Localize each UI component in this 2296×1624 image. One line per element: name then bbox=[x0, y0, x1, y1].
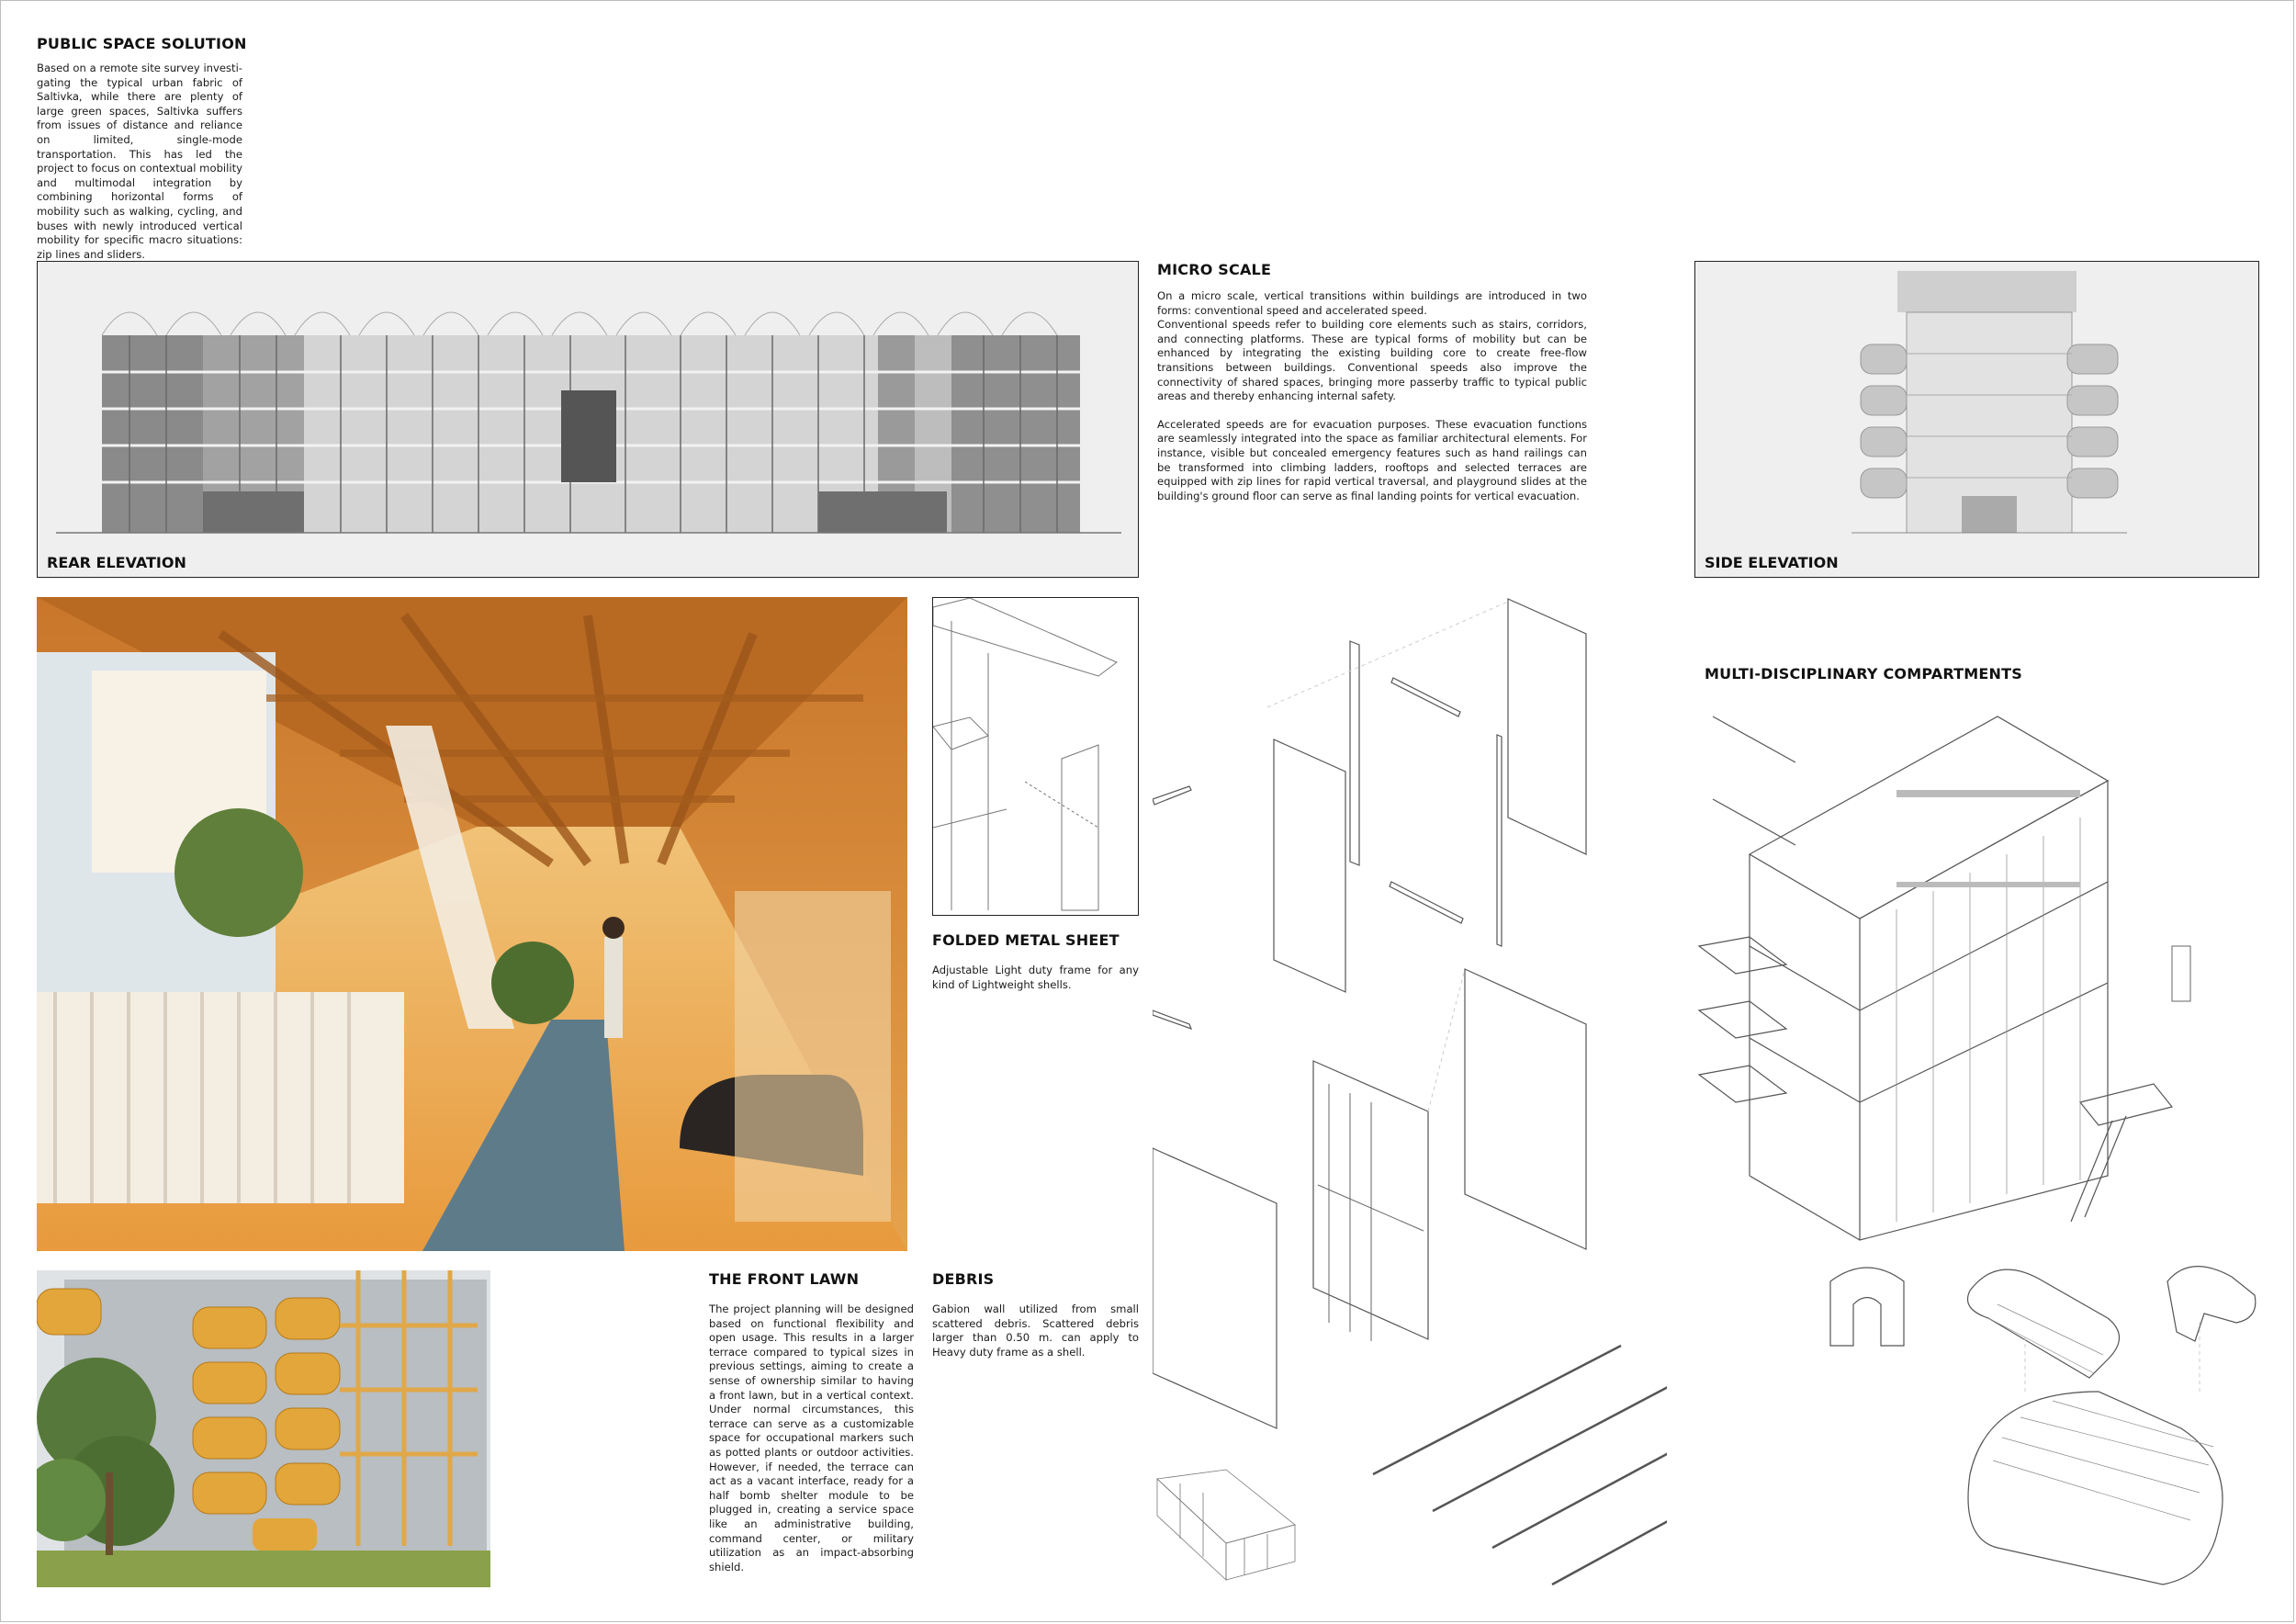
side-elevation-panel bbox=[1694, 261, 2259, 578]
debris-text: Gabion wall utilized from small scattered debris. Scattered debris larger than 0.50 m. can apply to Heavy duty frame as a shell. bbox=[932, 1303, 1139, 1359]
folded-metal-detail-box bbox=[932, 597, 1139, 916]
shell-modules-drawing bbox=[1823, 1263, 2264, 1594]
micro-scale-title: MICRO SCALE bbox=[1157, 261, 1272, 278]
folded-metal-section bbox=[932, 931, 1139, 992]
micro-scale-text bbox=[1157, 289, 1587, 503]
multi-disciplinary-title: MULTI-DISCIPLINARY COMPARTMENTS bbox=[1705, 665, 2022, 682]
folded-metal-title: FOLDED METAL SHEET bbox=[932, 931, 1120, 949]
side-elevation-label: SIDE ELEVATION bbox=[1705, 554, 1839, 571]
front-lawn-section bbox=[709, 1270, 914, 1574]
exterior-render-image bbox=[37, 1270, 490, 1587]
rear-elevation-panel bbox=[37, 261, 1139, 578]
front-lawn-title: THE FRONT LAWN bbox=[709, 1270, 860, 1288]
terrace-render-image bbox=[37, 597, 907, 1251]
compartments-axonometric-drawing bbox=[1694, 698, 2259, 1249]
debris-title: DEBRIS bbox=[932, 1270, 995, 1288]
public-space-text: Based on a remote site survey investi-gating the typical urban fabric of Saltivka, while there are plenty of large green spaces, Saltivka suffers from issues of distance and reliance on limited, single-mode transportation. This has led the project to focus on contextual mobility and multimodal integration by combining horizontal forms of mobility such as walking, cycling, and buses with newly introduced vertical mobility for specific macro situations: zip lines and sliders. bbox=[37, 62, 242, 261]
folded-metal-drawing bbox=[933, 598, 1137, 914]
debris-section bbox=[932, 1270, 1139, 1359]
public-space-title: PUBLIC SPACE SOLUTION bbox=[37, 35, 247, 52]
side-elevation-drawing bbox=[1695, 262, 2257, 576]
micro-scale-p2: Conventional speeds refer to building core elements such as stairs, corridors, and connecting platforms. These are typical forms of mobility but can be enhanced by integrating the existing building core to create free-flow transitions between buildings. Conventional speeds also improve the connectivity of shared spaces, bringing more passerby traffic to typical public areas and thereby enhancing internal safety. bbox=[1157, 318, 1587, 403]
folded-metal-text: Adjustable Light duty frame for any kind of Lightweight shells. bbox=[932, 964, 1139, 991]
exploded-axonometric-drawing bbox=[1153, 597, 1667, 1589]
front-lawn-text: The project planning will be designed based on functional flexibility and open usage. This results in a larger terrace compared to typical sizes in previous settings, aiming to create a sense of ownership similar to having a front lawn, but in a vertical context. Under normal circumstances, this terrace can serve as a customizable space for occupational markers such as potted plants or outdoor activities. However, if needed, the terrace can act as a vacant interface, ready for a half bomb shelter module to be plugged in, creating a service space like an administrative building, command center, or military utilization as an impact-absorbing shield. bbox=[709, 1303, 914, 1573]
micro-scale-p3: Accelerated speeds are for evacuation purposes. These evacuation functions are seamlessly integrated into the space as familiar architectural elements. For instance, visible but concealed emergency features such as hand railings can be transformed into climbing ladders, rooftops and selected terraces are equipped with zip lines for rapid vertical traversal, and playground slides at the building's ground floor can serve as final landing points for vertical evacuation. bbox=[1157, 417, 1587, 502]
rear-elevation-drawing bbox=[38, 262, 1137, 576]
micro-scale-section bbox=[1157, 261, 1587, 503]
rear-elevation-label: REAR ELEVATION bbox=[47, 554, 186, 571]
public-space-section bbox=[37, 35, 247, 262]
multi-disciplinary-section bbox=[1705, 665, 2022, 682]
micro-scale-p1: On a micro scale, vertical transitions within buildings are introduced in two forms: conventional speed and accelerated speed. bbox=[1157, 289, 1587, 317]
